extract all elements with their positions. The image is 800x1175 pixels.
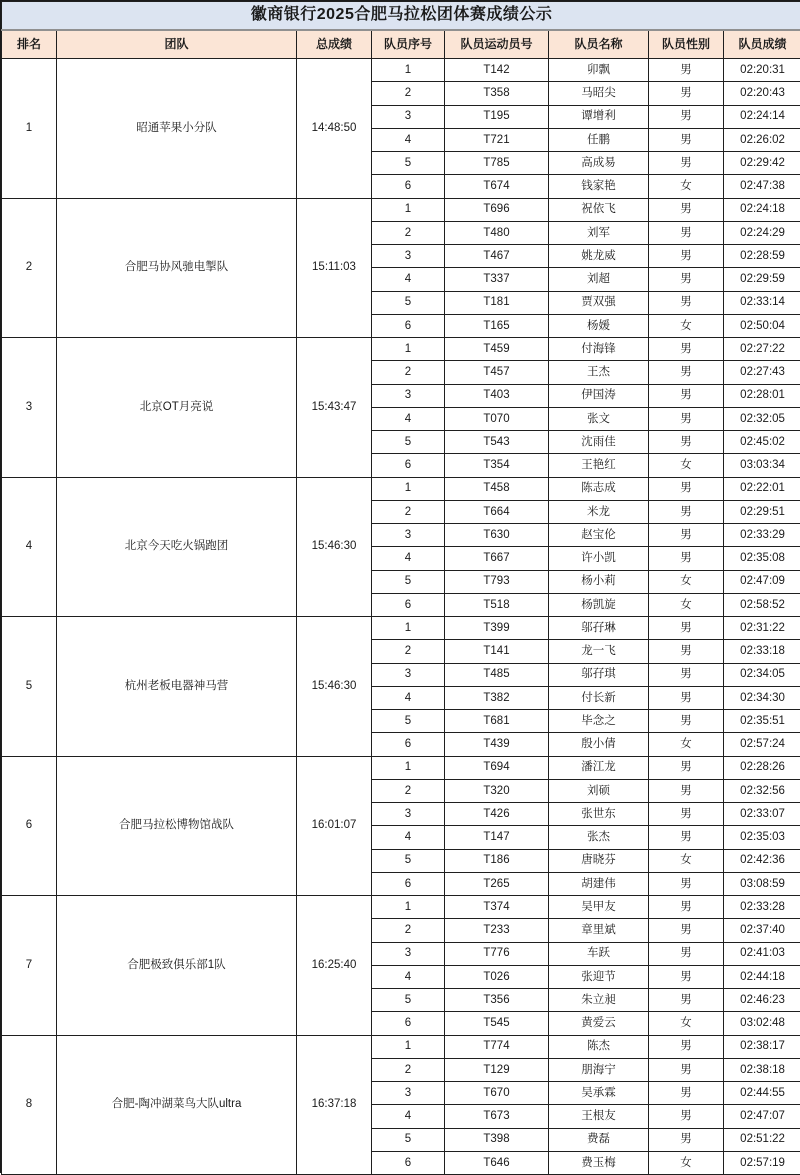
member-gender-cell: 男 bbox=[649, 128, 724, 151]
member-bib-cell: T694 bbox=[445, 756, 549, 779]
member-no-cell: 3 bbox=[372, 245, 445, 268]
total-time-cell: 16:01:07 bbox=[297, 756, 372, 896]
member-name-cell: 贾双强 bbox=[549, 291, 649, 314]
member-name-cell: 伊国涛 bbox=[549, 384, 649, 407]
member-no-cell: 5 bbox=[372, 989, 445, 1012]
member-time-cell: 02:22:01 bbox=[724, 477, 800, 500]
total-time-cell: 14:48:50 bbox=[297, 59, 372, 199]
rank-cell: 3 bbox=[2, 338, 57, 478]
member-bib-cell: T070 bbox=[445, 407, 549, 430]
member-gender-cell: 男 bbox=[649, 640, 724, 663]
team-cell: 合肥极致俱乐部1队 bbox=[57, 896, 297, 1036]
member-time-cell: 02:38:17 bbox=[724, 1035, 800, 1058]
member-time-cell: 02:27:43 bbox=[724, 361, 800, 384]
member-gender-cell: 男 bbox=[649, 198, 724, 221]
member-bib-cell: T399 bbox=[445, 617, 549, 640]
member-time-cell: 02:35:03 bbox=[724, 826, 800, 849]
member-name-cell: 赵宝伦 bbox=[549, 524, 649, 547]
member-name-cell: 许小凯 bbox=[549, 547, 649, 570]
member-gender-cell: 男 bbox=[649, 431, 724, 454]
member-time-cell: 02:33:14 bbox=[724, 291, 800, 314]
member-gender-cell: 男 bbox=[649, 1128, 724, 1151]
member-no-cell: 1 bbox=[372, 477, 445, 500]
member-name-cell: 吴承霖 bbox=[549, 1082, 649, 1105]
member-bib-cell: T265 bbox=[445, 872, 549, 895]
member-time-cell: 02:57:24 bbox=[724, 733, 800, 756]
team-cell: 杭州老板电器神马营 bbox=[57, 617, 297, 757]
member-name-cell: 潘江龙 bbox=[549, 756, 649, 779]
member-gender-cell: 男 bbox=[649, 59, 724, 82]
member-name-cell: 毕念之 bbox=[549, 710, 649, 733]
member-time-cell: 02:33:07 bbox=[724, 803, 800, 826]
member-bib-cell: T785 bbox=[445, 152, 549, 175]
member-name-cell: 杨凯旋 bbox=[549, 593, 649, 616]
total-time-cell: 16:37:18 bbox=[297, 1035, 372, 1175]
member-no-cell: 6 bbox=[372, 454, 445, 477]
member-bib-cell: T181 bbox=[445, 291, 549, 314]
member-name-cell: 朱立昶 bbox=[549, 989, 649, 1012]
member-gender-cell: 女 bbox=[649, 454, 724, 477]
member-no-cell: 6 bbox=[372, 872, 445, 895]
member-name-cell: 胡建伟 bbox=[549, 872, 649, 895]
member-time-cell: 02:20:43 bbox=[724, 82, 800, 105]
member-no-cell: 4 bbox=[372, 826, 445, 849]
team-cell: 昭通苹果小分队 bbox=[57, 59, 297, 199]
member-bib-cell: T356 bbox=[445, 989, 549, 1012]
header-member-time: 队员成绩 bbox=[724, 30, 800, 59]
member-time-cell: 02:50:04 bbox=[724, 314, 800, 337]
member-time-cell: 02:35:51 bbox=[724, 710, 800, 733]
member-name-cell: 王根友 bbox=[549, 1105, 649, 1128]
member-gender-cell: 男 bbox=[649, 779, 724, 802]
member-gender-cell: 男 bbox=[649, 1035, 724, 1058]
member-gender-cell: 男 bbox=[649, 803, 724, 826]
member-gender-cell: 男 bbox=[649, 826, 724, 849]
results-table-body bbox=[2, 59, 800, 1175]
member-name-cell: 车跃 bbox=[549, 942, 649, 965]
member-time-cell: 02:27:22 bbox=[724, 338, 800, 361]
member-gender-cell: 男 bbox=[649, 617, 724, 640]
member-no-cell: 5 bbox=[372, 849, 445, 872]
member-time-cell: 02:29:59 bbox=[724, 268, 800, 291]
member-gender-cell: 男 bbox=[649, 407, 724, 430]
member-bib-cell: T545 bbox=[445, 1012, 549, 1035]
member-name-cell: 陈杰 bbox=[549, 1035, 649, 1058]
member-time-cell: 02:34:30 bbox=[724, 686, 800, 709]
member-time-cell: 02:45:02 bbox=[724, 431, 800, 454]
member-gender-cell: 男 bbox=[649, 919, 724, 942]
member-name-cell: 高成易 bbox=[549, 152, 649, 175]
member-gender-cell: 男 bbox=[649, 686, 724, 709]
member-name-cell: 龙一飞 bbox=[549, 640, 649, 663]
member-no-cell: 4 bbox=[372, 1105, 445, 1128]
member-bib-cell: T518 bbox=[445, 593, 549, 616]
member-bib-cell: T195 bbox=[445, 105, 549, 128]
member-no-cell: 3 bbox=[372, 663, 445, 686]
member-bib-cell: T165 bbox=[445, 314, 549, 337]
team-cell: 合肥马拉松博物馆战队 bbox=[57, 756, 297, 896]
member-bib-cell: T426 bbox=[445, 803, 549, 826]
member-no-cell: 5 bbox=[372, 1128, 445, 1151]
rank-cell: 1 bbox=[2, 59, 57, 199]
member-gender-cell: 男 bbox=[649, 965, 724, 988]
member-no-cell: 2 bbox=[372, 361, 445, 384]
member-no-cell: 3 bbox=[372, 942, 445, 965]
member-time-cell: 02:28:26 bbox=[724, 756, 800, 779]
member-time-cell: 02:33:28 bbox=[724, 896, 800, 919]
member-bib-cell: T774 bbox=[445, 1035, 549, 1058]
member-name-cell: 王艳红 bbox=[549, 454, 649, 477]
member-time-cell: 03:08:59 bbox=[724, 872, 800, 895]
rank-cell: 5 bbox=[2, 617, 57, 757]
rank-cell: 2 bbox=[2, 198, 57, 338]
total-time-cell: 15:43:47 bbox=[297, 338, 372, 478]
member-bib-cell: T186 bbox=[445, 849, 549, 872]
member-time-cell: 02:37:40 bbox=[724, 919, 800, 942]
member-name-cell: 张世东 bbox=[549, 803, 649, 826]
member-time-cell: 03:03:34 bbox=[724, 454, 800, 477]
member-time-cell: 02:51:22 bbox=[724, 1128, 800, 1151]
member-no-cell: 2 bbox=[372, 1058, 445, 1081]
member-gender-cell: 男 bbox=[649, 1058, 724, 1081]
member-name-cell: 朋海宁 bbox=[549, 1058, 649, 1081]
member-name-cell: 马昭尖 bbox=[549, 82, 649, 105]
team-first-row bbox=[2, 59, 800, 82]
member-gender-cell: 男 bbox=[649, 710, 724, 733]
rank-cell: 4 bbox=[2, 477, 57, 617]
member-name-cell: 王杰 bbox=[549, 361, 649, 384]
member-gender-cell: 男 bbox=[649, 896, 724, 919]
member-gender-cell: 女 bbox=[649, 849, 724, 872]
member-time-cell: 02:35:08 bbox=[724, 547, 800, 570]
member-time-cell: 02:24:29 bbox=[724, 221, 800, 244]
member-time-cell: 02:58:52 bbox=[724, 593, 800, 616]
member-gender-cell: 女 bbox=[649, 175, 724, 198]
member-bib-cell: T398 bbox=[445, 1128, 549, 1151]
member-no-cell: 1 bbox=[372, 59, 445, 82]
member-gender-cell: 男 bbox=[649, 338, 724, 361]
member-time-cell: 02:24:18 bbox=[724, 198, 800, 221]
member-gender-cell: 男 bbox=[649, 1105, 724, 1128]
header-rank: 排名 bbox=[2, 30, 57, 59]
member-bib-cell: T354 bbox=[445, 454, 549, 477]
member-bib-cell: T233 bbox=[445, 919, 549, 942]
member-gender-cell: 女 bbox=[649, 314, 724, 337]
member-gender-cell: 男 bbox=[649, 872, 724, 895]
member-no-cell: 6 bbox=[372, 1151, 445, 1174]
header-row bbox=[2, 30, 800, 59]
member-name-cell: 钱家艳 bbox=[549, 175, 649, 198]
member-bib-cell: T696 bbox=[445, 198, 549, 221]
member-bib-cell: T142 bbox=[445, 59, 549, 82]
team-first-row bbox=[2, 477, 800, 500]
member-time-cell: 02:29:51 bbox=[724, 500, 800, 523]
member-no-cell: 2 bbox=[372, 221, 445, 244]
member-name-cell: 刘硕 bbox=[549, 779, 649, 802]
page-title: 徽商银行2025合肥马拉松团体赛成绩公示 bbox=[2, 2, 800, 30]
member-gender-cell: 男 bbox=[649, 989, 724, 1012]
member-name-cell: 吴甲友 bbox=[549, 896, 649, 919]
member-gender-cell: 女 bbox=[649, 593, 724, 616]
member-gender-cell: 男 bbox=[649, 1082, 724, 1105]
member-time-cell: 02:44:18 bbox=[724, 965, 800, 988]
member-no-cell: 2 bbox=[372, 640, 445, 663]
member-bib-cell: T721 bbox=[445, 128, 549, 151]
member-name-cell: 付长新 bbox=[549, 686, 649, 709]
member-no-cell: 2 bbox=[372, 919, 445, 942]
member-no-cell: 3 bbox=[372, 524, 445, 547]
member-time-cell: 02:42:36 bbox=[724, 849, 800, 872]
member-no-cell: 6 bbox=[372, 593, 445, 616]
member-bib-cell: T459 bbox=[445, 338, 549, 361]
rank-cell: 7 bbox=[2, 896, 57, 1036]
member-name-cell: 章里斌 bbox=[549, 919, 649, 942]
member-bib-cell: T667 bbox=[445, 547, 549, 570]
team-first-row bbox=[2, 338, 800, 361]
member-time-cell: 02:28:01 bbox=[724, 384, 800, 407]
member-name-cell: 姚龙威 bbox=[549, 245, 649, 268]
member-no-cell: 4 bbox=[372, 965, 445, 988]
member-no-cell: 6 bbox=[372, 1012, 445, 1035]
member-time-cell: 02:33:18 bbox=[724, 640, 800, 663]
member-bib-cell: T147 bbox=[445, 826, 549, 849]
member-no-cell: 5 bbox=[372, 431, 445, 454]
total-time-cell: 15:46:30 bbox=[297, 617, 372, 757]
team-cell: 合肥马协风驰电掣队 bbox=[57, 198, 297, 338]
member-name-cell: 黄爱云 bbox=[549, 1012, 649, 1035]
member-bib-cell: T467 bbox=[445, 245, 549, 268]
member-name-cell: 张杰 bbox=[549, 826, 649, 849]
member-name-cell: 米龙 bbox=[549, 500, 649, 523]
rank-cell: 6 bbox=[2, 756, 57, 896]
member-time-cell: 02:38:18 bbox=[724, 1058, 800, 1081]
header-member-gender: 队员性别 bbox=[649, 30, 724, 59]
total-time-cell: 15:46:30 bbox=[297, 477, 372, 617]
member-no-cell: 1 bbox=[372, 198, 445, 221]
member-name-cell: 陈志成 bbox=[549, 477, 649, 500]
member-no-cell: 5 bbox=[372, 152, 445, 175]
member-gender-cell: 男 bbox=[649, 361, 724, 384]
member-time-cell: 02:57:19 bbox=[724, 1151, 800, 1174]
member-no-cell: 6 bbox=[372, 175, 445, 198]
member-gender-cell: 女 bbox=[649, 570, 724, 593]
member-gender-cell: 男 bbox=[649, 268, 724, 291]
member-bib-cell: T681 bbox=[445, 710, 549, 733]
member-time-cell: 02:31:22 bbox=[724, 617, 800, 640]
member-bib-cell: T026 bbox=[445, 965, 549, 988]
member-time-cell: 02:32:56 bbox=[724, 779, 800, 802]
results-table bbox=[1, 1, 800, 1175]
header-total-time: 总成绩 bbox=[297, 30, 372, 59]
member-bib-cell: T382 bbox=[445, 686, 549, 709]
member-gender-cell: 女 bbox=[649, 1012, 724, 1035]
member-bib-cell: T776 bbox=[445, 942, 549, 965]
member-no-cell: 1 bbox=[372, 896, 445, 919]
member-bib-cell: T485 bbox=[445, 663, 549, 686]
member-name-cell: 唐晓芬 bbox=[549, 849, 649, 872]
member-bib-cell: T129 bbox=[445, 1058, 549, 1081]
member-no-cell: 3 bbox=[372, 803, 445, 826]
member-time-cell: 02:34:05 bbox=[724, 663, 800, 686]
member-name-cell: 刘军 bbox=[549, 221, 649, 244]
member-no-cell: 4 bbox=[372, 547, 445, 570]
member-bib-cell: T670 bbox=[445, 1082, 549, 1105]
rank-cell: 8 bbox=[2, 1035, 57, 1175]
member-bib-cell: T439 bbox=[445, 733, 549, 756]
member-no-cell: 3 bbox=[372, 1082, 445, 1105]
team-first-row bbox=[2, 896, 800, 919]
member-gender-cell: 男 bbox=[649, 756, 724, 779]
member-name-cell: 沈雨佳 bbox=[549, 431, 649, 454]
member-no-cell: 1 bbox=[372, 1035, 445, 1058]
member-gender-cell: 女 bbox=[649, 733, 724, 756]
team-first-row bbox=[2, 617, 800, 640]
member-gender-cell: 女 bbox=[649, 1151, 724, 1174]
member-bib-cell: T664 bbox=[445, 500, 549, 523]
member-name-cell: 付海锋 bbox=[549, 338, 649, 361]
member-bib-cell: T337 bbox=[445, 268, 549, 291]
member-gender-cell: 男 bbox=[649, 663, 724, 686]
total-time-cell: 16:25:40 bbox=[297, 896, 372, 1036]
member-no-cell: 6 bbox=[372, 314, 445, 337]
member-bib-cell: T358 bbox=[445, 82, 549, 105]
member-gender-cell: 男 bbox=[649, 152, 724, 175]
member-gender-cell: 男 bbox=[649, 105, 724, 128]
member-gender-cell: 男 bbox=[649, 500, 724, 523]
member-no-cell: 4 bbox=[372, 407, 445, 430]
team-cell: 合肥-陶冲湖菜鸟大队ultra bbox=[57, 1035, 297, 1175]
member-name-cell: 殷小倩 bbox=[549, 733, 649, 756]
member-bib-cell: T458 bbox=[445, 477, 549, 500]
member-time-cell: 02:28:59 bbox=[724, 245, 800, 268]
member-bib-cell: T141 bbox=[445, 640, 549, 663]
member-time-cell: 02:47:07 bbox=[724, 1105, 800, 1128]
member-time-cell: 02:26:02 bbox=[724, 128, 800, 151]
member-time-cell: 02:24:14 bbox=[724, 105, 800, 128]
member-name-cell: 费磊 bbox=[549, 1128, 649, 1151]
member-time-cell: 02:46:23 bbox=[724, 989, 800, 1012]
member-no-cell: 1 bbox=[372, 338, 445, 361]
member-no-cell: 5 bbox=[372, 291, 445, 314]
member-name-cell: 祝依飞 bbox=[549, 198, 649, 221]
member-bib-cell: T403 bbox=[445, 384, 549, 407]
member-no-cell: 2 bbox=[372, 779, 445, 802]
member-gender-cell: 男 bbox=[649, 221, 724, 244]
member-no-cell: 6 bbox=[372, 733, 445, 756]
member-time-cell: 03:02:48 bbox=[724, 1012, 800, 1035]
member-time-cell: 02:41:03 bbox=[724, 942, 800, 965]
team-first-row bbox=[2, 756, 800, 779]
member-gender-cell: 男 bbox=[649, 384, 724, 407]
member-bib-cell: T480 bbox=[445, 221, 549, 244]
member-gender-cell: 男 bbox=[649, 942, 724, 965]
member-no-cell: 4 bbox=[372, 268, 445, 291]
header-member-name: 队员名称 bbox=[549, 30, 649, 59]
member-bib-cell: T646 bbox=[445, 1151, 549, 1174]
member-no-cell: 5 bbox=[372, 570, 445, 593]
member-bib-cell: T320 bbox=[445, 779, 549, 802]
member-name-cell: 张文 bbox=[549, 407, 649, 430]
member-no-cell: 4 bbox=[372, 686, 445, 709]
team-cell: 北京今天吃火锅跑团 bbox=[57, 477, 297, 617]
member-time-cell: 02:47:09 bbox=[724, 570, 800, 593]
member-no-cell: 5 bbox=[372, 710, 445, 733]
total-time-cell: 15:11:03 bbox=[297, 198, 372, 338]
member-time-cell: 02:32:05 bbox=[724, 407, 800, 430]
header-member-bib: 队员运动员号 bbox=[445, 30, 549, 59]
member-name-cell: 杨媛 bbox=[549, 314, 649, 337]
member-no-cell: 1 bbox=[372, 756, 445, 779]
header-team: 团队 bbox=[57, 30, 297, 59]
member-name-cell: 卯飘 bbox=[549, 59, 649, 82]
member-time-cell: 02:29:42 bbox=[724, 152, 800, 175]
member-gender-cell: 男 bbox=[649, 547, 724, 570]
member-name-cell: 邬孖琳 bbox=[549, 617, 649, 640]
member-gender-cell: 男 bbox=[649, 245, 724, 268]
member-bib-cell: T793 bbox=[445, 570, 549, 593]
member-bib-cell: T630 bbox=[445, 524, 549, 547]
member-bib-cell: T543 bbox=[445, 431, 549, 454]
member-time-cell: 02:20:31 bbox=[724, 59, 800, 82]
member-time-cell: 02:47:38 bbox=[724, 175, 800, 198]
member-no-cell: 2 bbox=[372, 500, 445, 523]
member-gender-cell: 男 bbox=[649, 524, 724, 547]
member-bib-cell: T374 bbox=[445, 896, 549, 919]
member-name-cell: 杨小莉 bbox=[549, 570, 649, 593]
team-first-row bbox=[2, 1035, 800, 1058]
member-name-cell: 张迎节 bbox=[549, 965, 649, 988]
member-no-cell: 3 bbox=[372, 105, 445, 128]
member-no-cell: 2 bbox=[372, 82, 445, 105]
member-name-cell: 任鹏 bbox=[549, 128, 649, 151]
member-gender-cell: 男 bbox=[649, 291, 724, 314]
header-member-no: 队员序号 bbox=[372, 30, 445, 59]
member-name-cell: 谭增利 bbox=[549, 105, 649, 128]
member-no-cell: 3 bbox=[372, 384, 445, 407]
member-gender-cell: 男 bbox=[649, 477, 724, 500]
member-no-cell: 1 bbox=[372, 617, 445, 640]
member-name-cell: 刘超 bbox=[549, 268, 649, 291]
member-time-cell: 02:33:29 bbox=[724, 524, 800, 547]
member-gender-cell: 男 bbox=[649, 82, 724, 105]
team-cell: 北京OT月亮说 bbox=[57, 338, 297, 478]
member-time-cell: 02:44:55 bbox=[724, 1082, 800, 1105]
member-bib-cell: T457 bbox=[445, 361, 549, 384]
member-bib-cell: T673 bbox=[445, 1105, 549, 1128]
title-row bbox=[2, 2, 800, 30]
member-no-cell: 4 bbox=[372, 128, 445, 151]
member-bib-cell: T674 bbox=[445, 175, 549, 198]
team-first-row bbox=[2, 198, 800, 221]
member-name-cell: 费玉梅 bbox=[549, 1151, 649, 1174]
member-name-cell: 邬孖琪 bbox=[549, 663, 649, 686]
